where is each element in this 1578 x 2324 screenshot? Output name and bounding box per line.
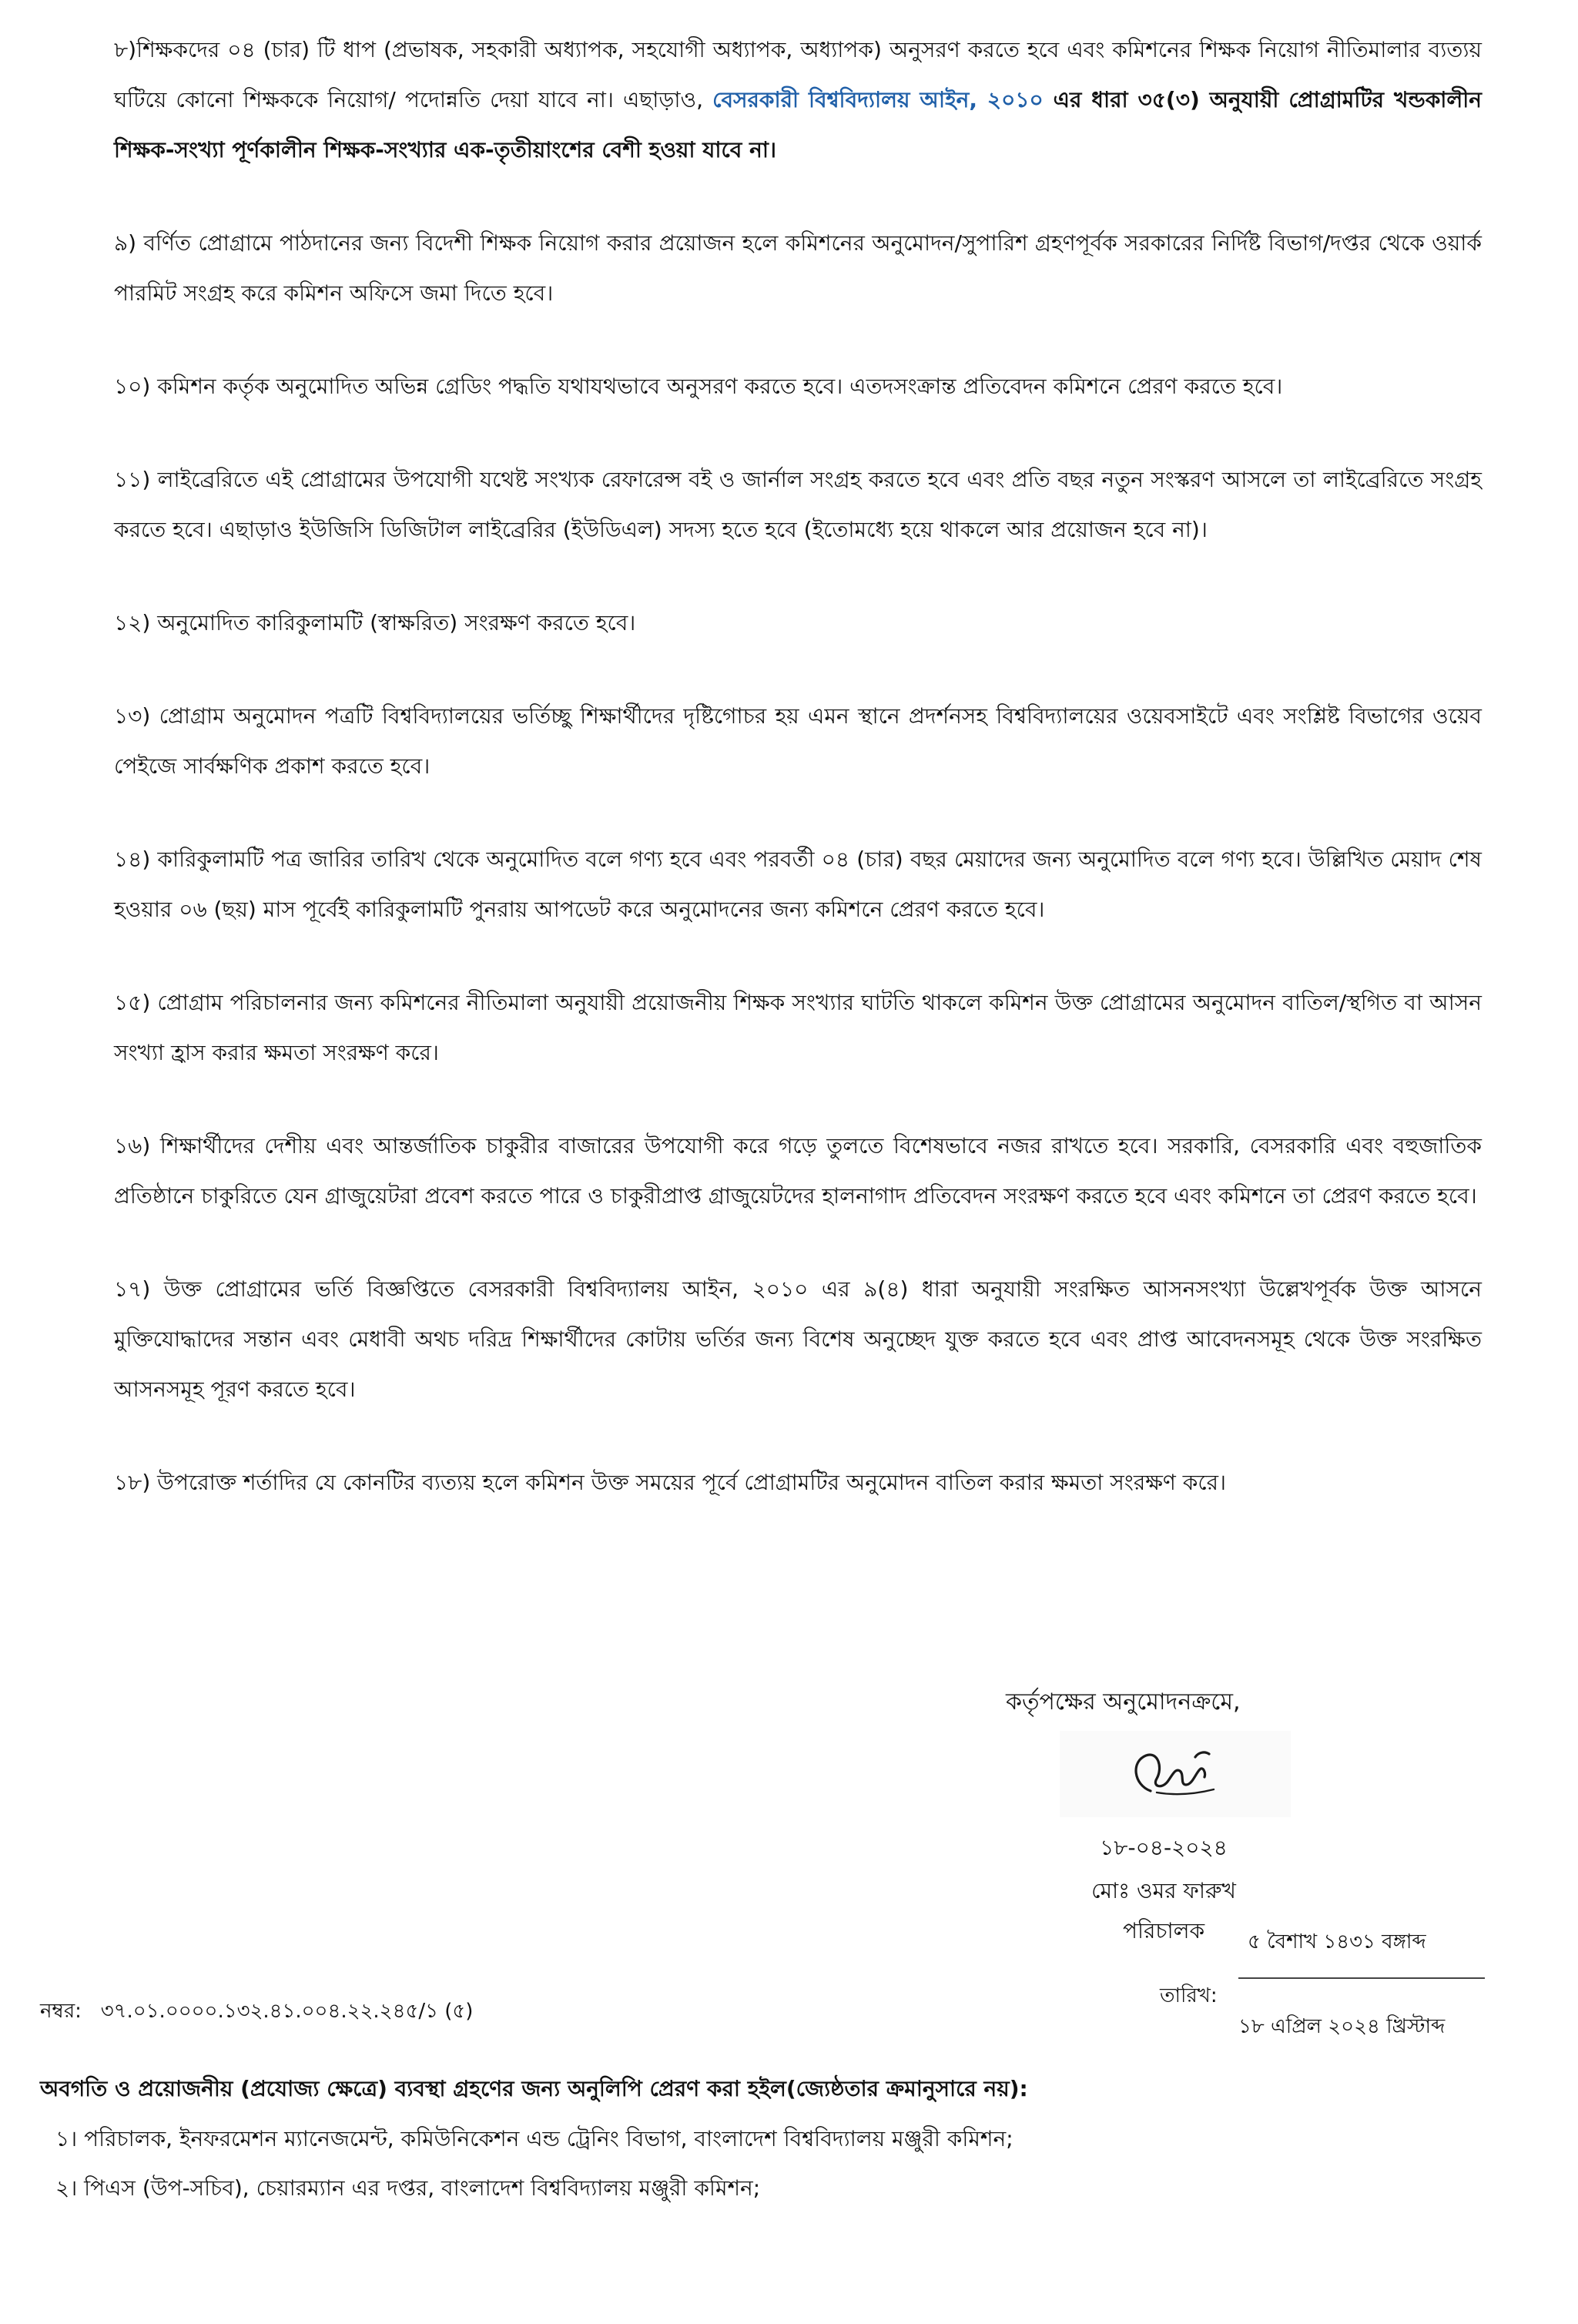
memo-number-label: নম্বর: — [40, 2000, 82, 2023]
distribution-list — [55, 2122, 1013, 2221]
memo-number — [40, 1995, 473, 2029]
condition-18: ১৮) উপরোক্ত শর্তাদির যে কোনটির ব্যত্যয় হলে কমিশন উক্ত সময়ের পূর্বে প্রোগ্রামটির অনুমোদন বাতিল করার ক্ষমতা সংরক্ষণ করে। — [114, 1470, 1227, 1495]
signatory-designation: পরিচালক — [1122, 1918, 1205, 1943]
condition-8-text-b: এর ধারা ৩৫(৩) অনুযায়ী প্রোগ্রামটির খন্ডকালীন শিক্ষক-সংখ্যা পূর্ণকালীন শিক্ষক-সংখ্যার এক-তৃতীয়াংশের বেশী হওয়া যাবে না। — [114, 87, 1482, 163]
closing-line: কর্তৃপক্ষের অনুমোদনক্রমে, — [1006, 1689, 1241, 1715]
conditions-list — [114, 0, 1482, 1507]
private-university-act-link[interactable]: বেসরকারী বিশ্ববিদ্যালয় আইন, ২০১০ — [712, 87, 1044, 112]
signature-date: ১৮-০৪-২০২৪ — [1100, 1835, 1228, 1860]
date-gregorian-calendar: ১৮ এপ্রিল ২০২৪ খ্রিস্টাব্দ — [1238, 2015, 1446, 2038]
memo-number-value: ৩৭.০১.০০০০.১৩২.৪১.০০৪.২২.২৪৫/১ (৫) — [100, 2000, 474, 2023]
condition-8-text-a: ৮)শিক্ষকদের ০৪ (চার) টি ধাপ (প্রভাষক, সহকারী অধ্যাপক, সহযোগী অধ্যাপক, অধ্যাপক) অনুসরণ করতে হবে এবং কমিশনের শিক্ষক নিয়োগ নীতিমালার ব্যত্যয় ঘটিয়ে কোনো শিক্ষককে নিয়োগ/ পদোন্নতি দেয়া যাবে না। এছাড়াও, — [114, 37, 1482, 112]
condition-11: ১১) লাইব্রেরিতে এই প্রোগ্রামের উপযোগী যথেষ্ট সংখ্যক রেফারেন্স বই ও জার্নাল সংগ্রহ করতে হবে এবং প্রতি বছর নতুন সংস্করণ আসলে তা লাইব্রেরিতে সংগ্রহ করতে হবে। এছাড়াও ইউজিসি ডিজিটাল লাইব্রেরির (ইউডিএল) সদস্য হতে হবে (ইতোমধ্যে হয়ে থাকলে আর প্রয়োজন হবে না)। — [114, 467, 1482, 542]
condition-9: ৯) বর্ণিত প্রোগ্রামে পাঠদানের জন্য বিদেশী শিক্ষক নিয়োগ করার প্রয়োজন হলে কমিশনের অনুমোদন/সুপারিশ গ্রহণপূর্বক সরকারের নির্দিষ্ট বিভাগ/দপ্তর থেকে ওয়ার্ক পারমিট সংগ্রহ করে কমিশন অফিসে জমা দিতে হবে। — [114, 230, 1482, 306]
condition-15: ১৫) প্রোগ্রাম পরিচালনার জন্য কমিশনের নীতিমালা অনুযায়ী প্রয়োজনীয় শিক্ষক সংখ্যার ঘাটতি থাকলে কমিশন উক্ত প্রোগ্রামের অনুমোদন বাতিল/স্থগিত বা আসন সংখ্যা হ্রাস করার ক্ষমতা সংরক্ষণ করে। — [114, 990, 1482, 1065]
date-divider — [1238, 1977, 1485, 1979]
date-bengali-calendar: ৫ বৈশাখ ১৪৩১ বঙ্গাব্দ — [1248, 1930, 1426, 1953]
signatory-name: মোঃ ওমর ফারুখ — [1091, 1878, 1236, 1903]
condition-8 — [114, 25, 1482, 175]
condition-12: ১২) অনুমোদিত কারিকুলামটি (স্বাক্ষরিত) সংরক্ষণ করতে হবে। — [114, 610, 636, 635]
condition-16: ১৬) শিক্ষার্থীদের দেশীয় এবং আন্তর্জাতিক চাকুরীর বাজারের উপযোগী করে গড়ে তুলতে বিশেষভাবে নজর রাখতে হবে। সরকারি, বেসরকারি এবং বহুজাতিক প্রতিষ্ঠানে চাকুরিতে যেন গ্রাজুয়েটরা প্রবেশ করতে পারে ও চাকুরীপ্রাপ্ত গ্রাজুয়েটদের হালনাগাদ প্রতিবেদন সংরক্ষণ করতে হবে এবং কমিশনে তা প্রেরণ করতে হবে। — [114, 1133, 1482, 1209]
date-label: তারিখ: — [1160, 1984, 1218, 2007]
distribution-item: ১। পরিচালক, ইনফরমেশন ম্যানেজমেন্ট, কমিউনিকেশন এন্ড ট্রেনিং বিভাগ, বাংলাদেশ বিশ্ববিদ্যালয় মঞ্জুরী কমিশন; — [55, 2126, 1013, 2151]
condition-17: ১৭) উক্ত প্রোগ্রামের ভর্তি বিজ্ঞপ্তিতে বেসরকারী বিশ্ববিদ্যালয় আইন, ২০১০ এর ৯(৪) ধারা অনুযায়ী সংরক্ষিত আসনসংখ্যা উল্লেখপূর্বক উক্ত আসনে মুক্তিযোদ্ধাদের সন্তান এবং মেধাবী অথচ দরিদ্র শিক্ষার্থীদের কোটায় ভর্তির জন্য বিশেষ অনুচ্ছেদ যুক্ত করতে হবে এবং প্রাপ্ত আবেদনসমূহ থেকে উক্ত সংরক্ষিত আসনসমূহ পূরণ করতে হবে। — [114, 1276, 1482, 1402]
distribution-heading: অবগতি ও প্রয়োজনীয় (প্রযোজ্য ক্ষেত্রে) ব্যবস্থা গ্রহণের জন্য অনুলিপি প্রেরণ করা হইল(জ্যেষ্ঠতার ক্রমানুসারে নয়): — [40, 2076, 1028, 2101]
handwritten-signature — [1060, 1731, 1291, 1817]
condition-10: ১০) কমিশন কর্তৃক অনুমোদিত অভিন্ন গ্রেডিং পদ্ধতি যথাযথভাবে অনুসরণ করতে হবে। এতদসংক্রান্ত প্রতিবেদন কমিশনে প্রেরণ করতে হবে। — [114, 374, 1283, 399]
condition-13: ১৩) প্রোগ্রাম অনুমোদন পত্রটি বিশ্ববিদ্যালয়ের ভর্তিচ্ছু শিক্ষার্থীদের দৃষ্টিগোচর হয় এমন স্থানে প্রদর্শনসহ বিশ্ববিদ্যালয়ের ওয়েবসাইটে এবং সংশ্লিষ্ট বিভাগের ওয়েব পেইজে সার্বক্ষণিক প্রকাশ করতে হবে। — [114, 703, 1482, 779]
condition-14: ১৪) কারিকুলামটি পত্র জারির তারিখ থেকে অনুমোদিত বলে গণ্য হবে এবং পরবর্তী ০৪ (চার) বছর মেয়াদের জন্য অনুমোদিত বলে গণ্য হবে। উল্লিখিত মেয়াদ শেষ হওয়ার ০৬ (ছয়) মাস পূর্বেই কারিকুলামটি পুনরায় আপডেট করে অনুমোদনের জন্য কমিশনে প্রেরণ করতে হবে। — [114, 847, 1482, 922]
distribution-item: ২। পিএস (উপ-সচিব), চেয়ারম্যান এর দপ্তর, বাংলাদেশ বিশ্ববিদ্যালয় মঞ্জুরী কমিশন; — [55, 2175, 761, 2201]
